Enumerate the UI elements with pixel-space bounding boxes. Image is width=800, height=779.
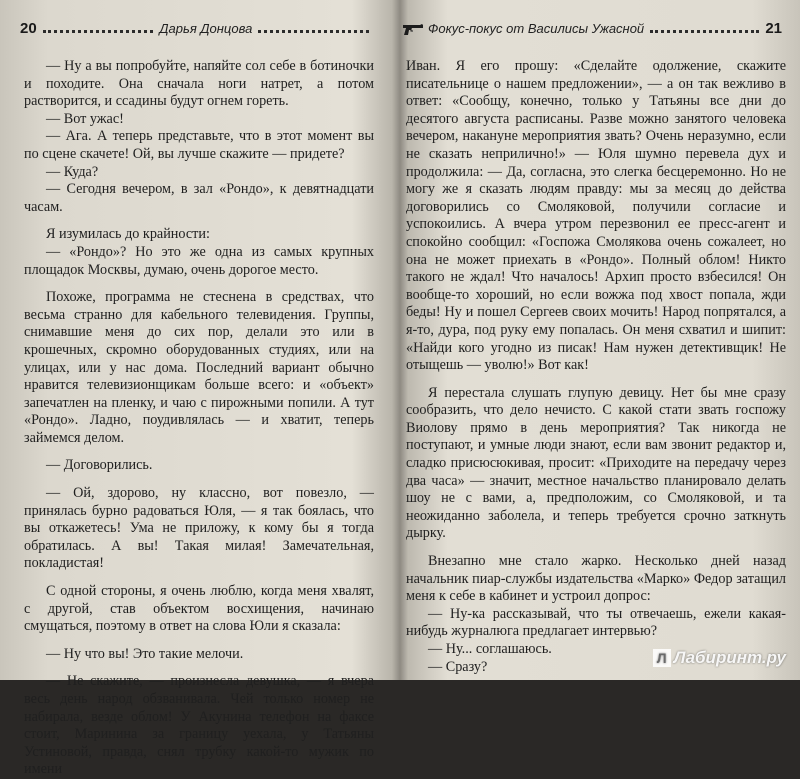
paragraph: Я изумилась до крайности: bbox=[46, 226, 210, 243]
watermark-text: Лабиринт.ру bbox=[673, 648, 786, 667]
paragraph: — Ну-ка рассказывай, что ты отвечаешь, ежели какая-нибудь журналюга предлагает интервью? bbox=[406, 605, 786, 640]
paragraph: — Ага. А теперь представьте, что в этот момент вы по сцене скачете! Ой, вы лучше скажите — придете? bbox=[24, 128, 374, 162]
watermark bbox=[653, 648, 786, 668]
paragraph: — Сразу? bbox=[428, 658, 488, 675]
paragraph: Иван. Я его прошу: «Сделайте одолжение, скажите писательнице о нашем предложении», — а он так вежливо в ответ: «Сообщу, конечно, только у Татьяны все дни до десятого августа расписаны. Разве можно занятого человека вечером, накануне мероприятия звать? Очень неразумно, если не сказать неприлично!» — Юля шумно перевела дух и продолжила: — Да, согласна, это слегка бесцеремонно. Но не могу же я сказать людям правду: мы за месяц до действа договорились со Смоляковой, получили согласие и успокоились. А вчера утром перезвонил ее пресс-агент и спокойно сообщил: «Госпожа Смолякова очень сожалеет, но она не может приехать в «Рондо». Полный облом! Никто такого не ждал! Что началось! Архип просто взбесился! Он вообще-то хороший, но если вожжа под хвост попала, жди беды! Ну и пошел Сергеев своих мочить! Народ попрятался, а я-то, дура, под руку ему попалась. Он меня схватил и шипит: «Найди кого угодно из писак! Нам нужен детективщик! Не отыщешь — уволю!» Вот как! bbox=[406, 58, 786, 374]
paragraph: — Вот ужас! bbox=[46, 110, 124, 127]
paragraph: С одной стороны, я очень люблю, когда меня хвалят, с другой, став объектом восхищения, начинаю смущаться, поэтому в ответ на слова Юли я сказала: bbox=[24, 583, 374, 635]
watermark-logo-icon: Л bbox=[653, 649, 671, 667]
dotted-rule bbox=[258, 24, 369, 33]
right-page-header bbox=[402, 20, 782, 37]
paragraph: Внезапно мне стало жарко. Несколько дней назад начальник пиар-службы издательства «Марко» Федор затащил меня к себе в кабинет и устроил допрос: bbox=[406, 553, 786, 605]
paragraph: — Договорились. bbox=[46, 457, 153, 474]
paragraph: — Не скажите, — произнесла девушка, — я вчера весь день народ обзванивала. Чей только номер не набирала, везде облом! У Акунина телефон на факсе стоит, Маринина за границу уехала, у Татьяны Устиновой, правда, снял трубку какой-то мужик по имени bbox=[24, 673, 374, 778]
left-page-header bbox=[20, 20, 375, 37]
left-page-text bbox=[24, 58, 374, 779]
running-title: Фокус-покус от Василисы Ужасной bbox=[428, 21, 645, 36]
dotted-rule bbox=[650, 24, 759, 33]
paragraph: — Ну что вы! Это такие мелочи. bbox=[46, 645, 244, 662]
right-page bbox=[402, 0, 800, 680]
left-page bbox=[0, 0, 392, 778]
running-title: Дарья Донцова bbox=[159, 21, 253, 36]
dotted-rule bbox=[43, 24, 154, 33]
page-number: 21 bbox=[765, 20, 782, 37]
right-page-text bbox=[406, 58, 786, 676]
paragraph: — Ой, здорово, ну классно, вот повезло, — принялась бурно радоваться Юля, — я так боялась, что вы откажетесь! Ума не приложу, к кому бы я тогда обратилась. А вы! Такая милая! Замечательная, покладистая! bbox=[24, 485, 374, 572]
paragraph: Я перестала слушать глупую девицу. Нет бы мне сразу сообразить, что дело нечисто. С какой стати звать госпожу Виолову прямо в день мероприятия? Так никогда не поступают, и умные люди знают, если вам звонит редактор и, сладко присюсюкивая, просит: «Приходите на передачу через два часа» — значит, местное начальство планировало делать шоу не с вами, а, предположим, со Смоляковой, и та неожиданно заболела, и теперь требуется срочно заткнуть дырку. bbox=[406, 384, 786, 542]
paragraph: — Ну... соглашаюсь. bbox=[428, 641, 552, 657]
paragraph: — Сегодня вечером, в зал «Рондо», к девятнадцати часам. bbox=[24, 181, 374, 215]
pistol-icon bbox=[402, 22, 424, 36]
page-number: 20 bbox=[20, 20, 37, 37]
paragraph: — Куда? bbox=[46, 163, 99, 180]
paragraph: — «Рондо»? Но это же одна из самых крупных площадок Москвы, думаю, очень дорогое место. bbox=[24, 243, 374, 278]
paragraph: — Ну а вы попробуйте, напяйте сол себе в ботиночки и походите. Она сначала ноги натрет, а потом растворится, и ссадины будут огнем гореть. bbox=[24, 58, 374, 110]
paragraph: Похоже, программа не стеснена в средствах, что весьма странно для кабельного телевидения. Группы, снимавшие меня до сих пор, делали это или в крошечных, скромно оборудованных студиях, или на улицах, или у нас дома. Последний вариант обычно нравится телевизионщикам больше всего: и «объект» запечатлен на пленку, и чаю с пирожными попили. А тут «Рондо». Ладно, поудивлялась — и хватит, теперь займемся делом. bbox=[24, 289, 374, 446]
